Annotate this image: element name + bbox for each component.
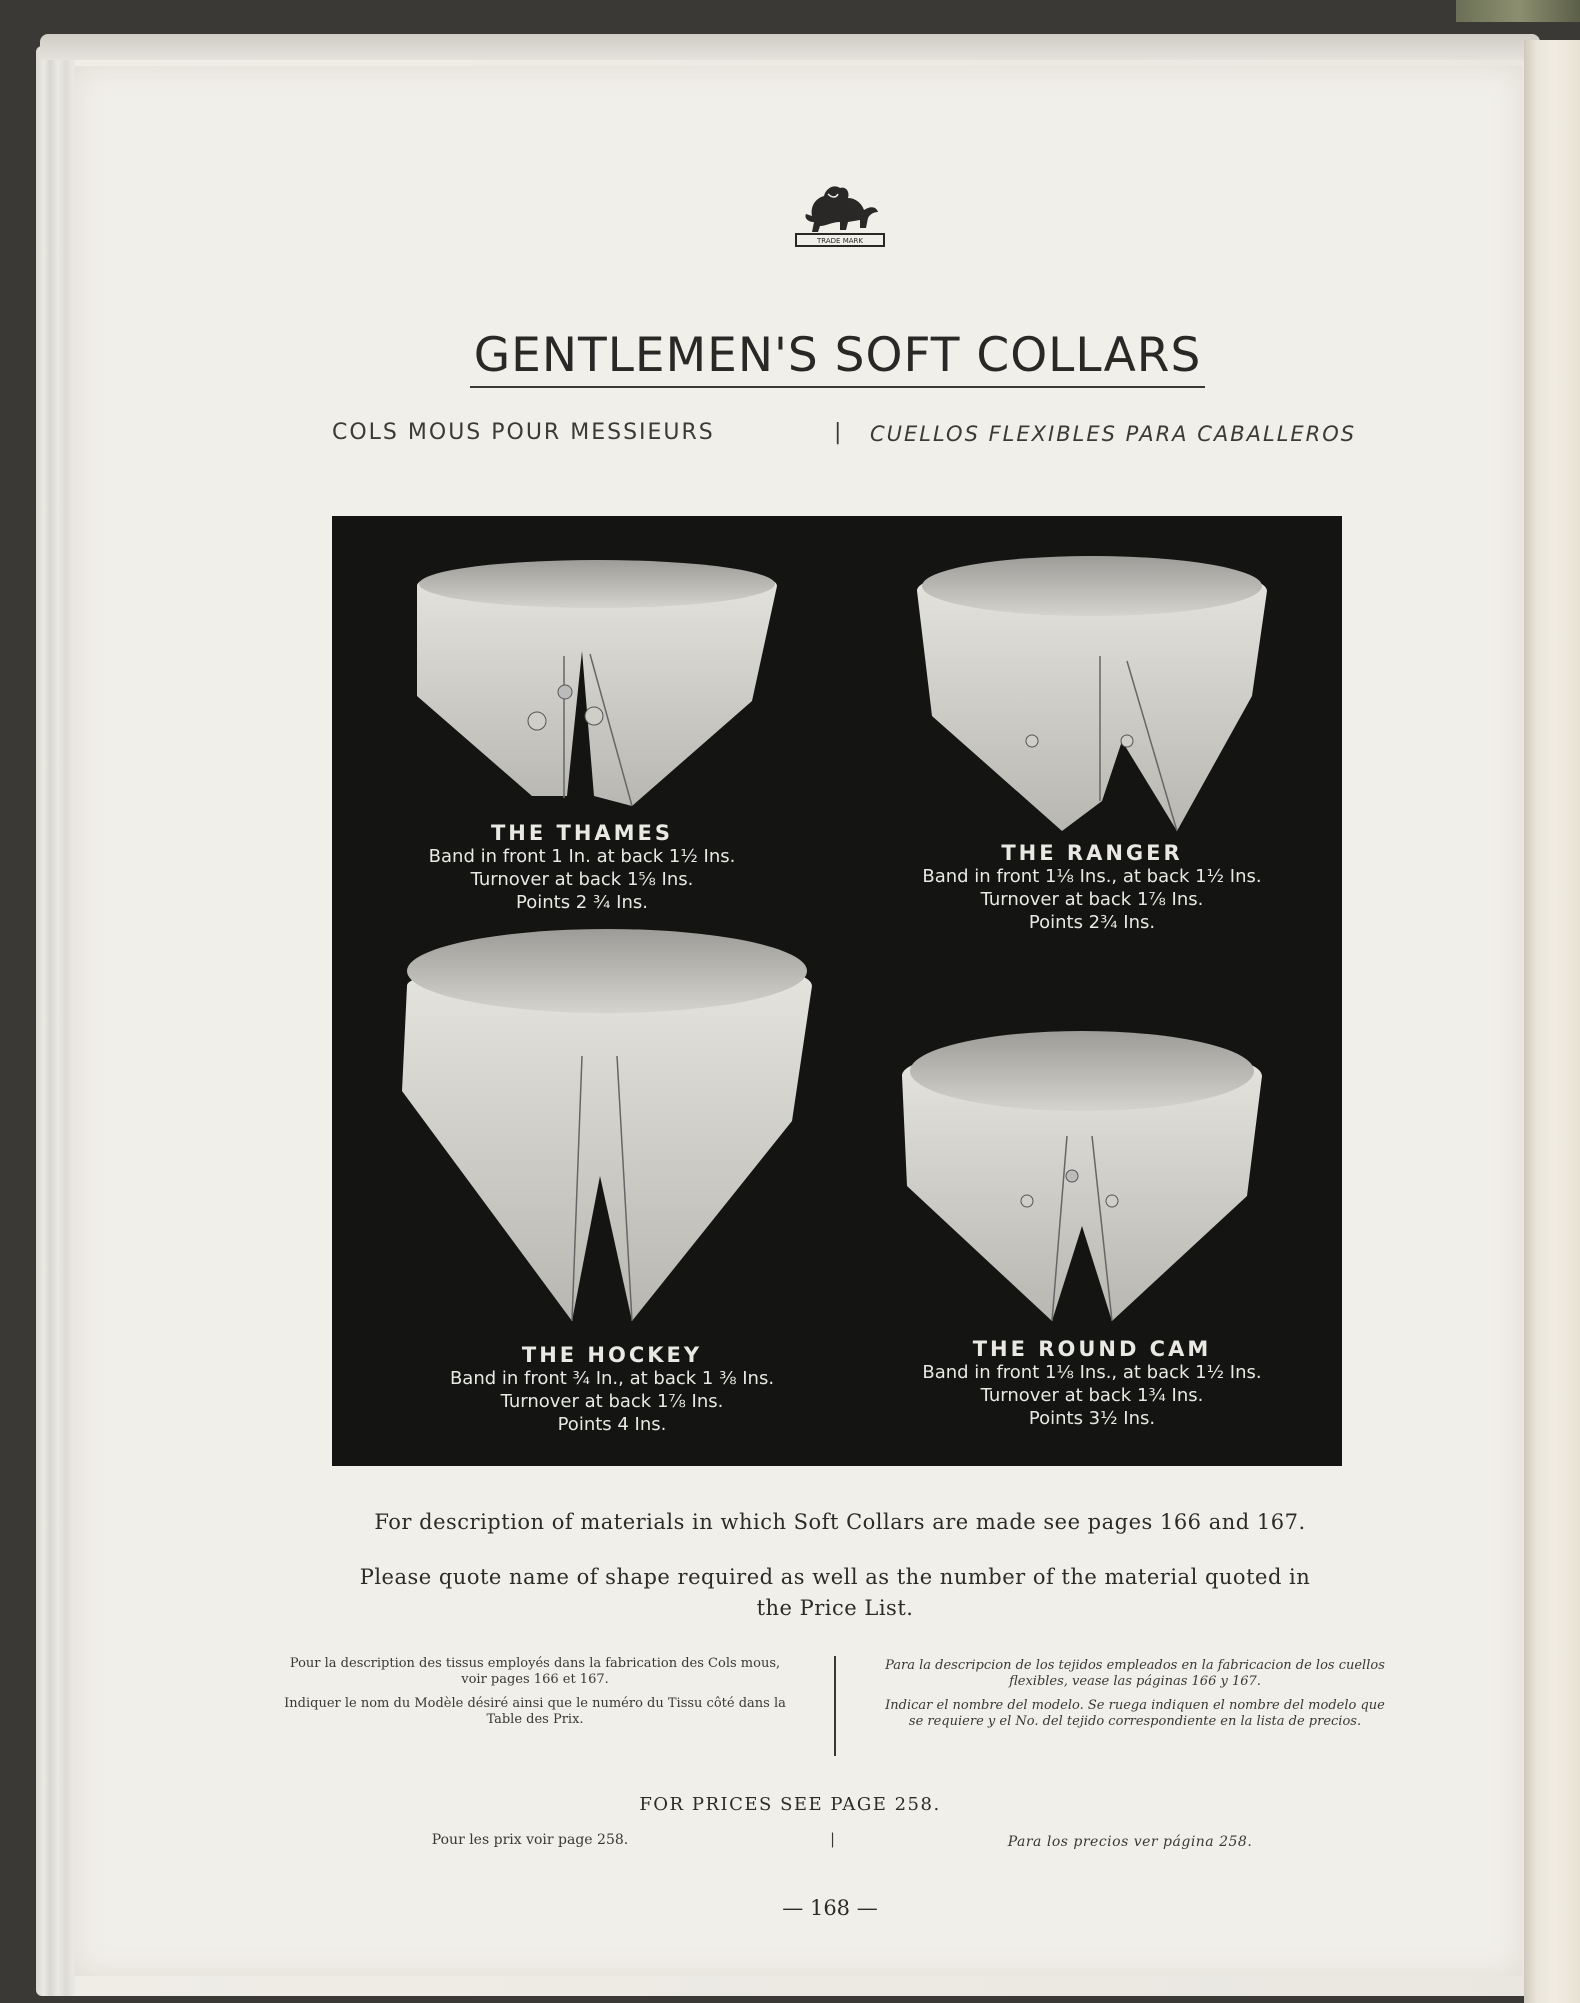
collar-illustrations bbox=[332, 516, 1342, 1466]
collar-spec-line: Turnover at back 1⅞ Ins. bbox=[980, 889, 1204, 910]
collar-spec-line: Points 3½ Ins. bbox=[1028, 1408, 1156, 1429]
collar-ranger-image bbox=[917, 556, 1267, 831]
notes-divider bbox=[834, 1656, 836, 1756]
page-number: — 168 — bbox=[782, 1896, 878, 1920]
collar-spec-line: Band in front 1⅛ Ins., at back 1½ Ins. bbox=[922, 866, 1262, 887]
spanish-note: Indicar el nombre del modelo. Se ruega indiquen el nombre del modelo que se requiere y el No. del tejido correspondiente en la lista de precios. bbox=[885, 1698, 1385, 1729]
spanish-note: Para la descripcion de los tejidos empleados en la fabricacion de los cuellos flexibles, vease las páginas 166 y 167. bbox=[885, 1658, 1385, 1689]
book-right-page-edge bbox=[1524, 40, 1580, 2003]
collar-caption-thames bbox=[382, 822, 782, 914]
binding-tab bbox=[1456, 0, 1580, 22]
trademark-lion-logo bbox=[790, 176, 890, 252]
collar-photo-plate bbox=[332, 516, 1342, 1466]
collar-spec-line: Turnover at back 1⅞ Ins. bbox=[500, 1391, 724, 1412]
collar-spec-line: Turnover at back 1⅝ Ins. bbox=[470, 869, 694, 890]
collar-spec-line: Points 2¾ Ins. bbox=[1028, 912, 1156, 933]
book-top-edge bbox=[40, 34, 1540, 60]
page-title: GENTLEMEN'S SOFT COLLARS bbox=[470, 330, 1205, 388]
prices-reference: FOR PRICES SEE PAGE 258. bbox=[639, 1794, 941, 1815]
collar-name: THE HOCKEY bbox=[521, 1343, 703, 1367]
collar-caption-ranger bbox=[872, 842, 1312, 934]
spanish-notes bbox=[880, 1658, 1390, 1738]
collar-round-cam-image bbox=[902, 1031, 1262, 1321]
collar-name: THE ROUND CAM bbox=[972, 1337, 1212, 1361]
collar-spec-line: Points 4 Ins. bbox=[557, 1414, 667, 1435]
prices-reference-spanish: Para los precios ver página 258. bbox=[1007, 1834, 1253, 1850]
prices-separator: | bbox=[830, 1830, 836, 1848]
subtitle-separator: | bbox=[834, 420, 842, 445]
collar-spec-line: Band in front 1⅛ Ins., at back 1½ Ins. bbox=[922, 1362, 1262, 1383]
quote-instructions: Please quote name of shape required as well as the number of the material quoted in the Price List. bbox=[359, 1565, 1311, 1620]
collar-name: THE RANGER bbox=[1001, 841, 1183, 865]
subtitle-spanish: CUELLOS FLEXIBLES PARA CABALLEROS bbox=[870, 422, 1357, 446]
prices-reference-french: Pour les prix voir page 258. bbox=[431, 1832, 629, 1848]
collar-caption-hockey bbox=[392, 1344, 832, 1436]
subtitle-french: COLS MOUS POUR MESSIEURS bbox=[332, 420, 715, 445]
french-note: Indiquer le nom du Modèle désiré ainsi que le numéro du Tissu côté dans la Table des Prix. bbox=[284, 1696, 786, 1727]
collar-spec-line: Band in front 1 In. at back 1½ Ins. bbox=[428, 846, 736, 867]
collar-name: THE THAMES bbox=[490, 821, 674, 845]
collar-spec-line: Band in front ¾ In., at back 1 ⅜ Ins. bbox=[449, 1368, 775, 1389]
collar-thames-image bbox=[417, 560, 777, 806]
collar-spec-line: Points 2 ¾ Ins. bbox=[516, 892, 648, 913]
collar-hockey-image bbox=[402, 929, 812, 1321]
french-notes bbox=[280, 1656, 790, 1736]
french-note: Pour la description des tissus employés dans la fabrication des Cols mous, voir pages 166 et 167. bbox=[289, 1656, 781, 1687]
collar-spec-line: Turnover at back 1¾ Ins. bbox=[980, 1385, 1204, 1406]
trademark-label: TRADE MARK bbox=[817, 237, 863, 245]
materials-description: For description of materials in which Soft Collars are made see pages 166 and 167. bbox=[374, 1510, 1306, 1534]
collar-caption-round-cam bbox=[872, 1338, 1312, 1430]
